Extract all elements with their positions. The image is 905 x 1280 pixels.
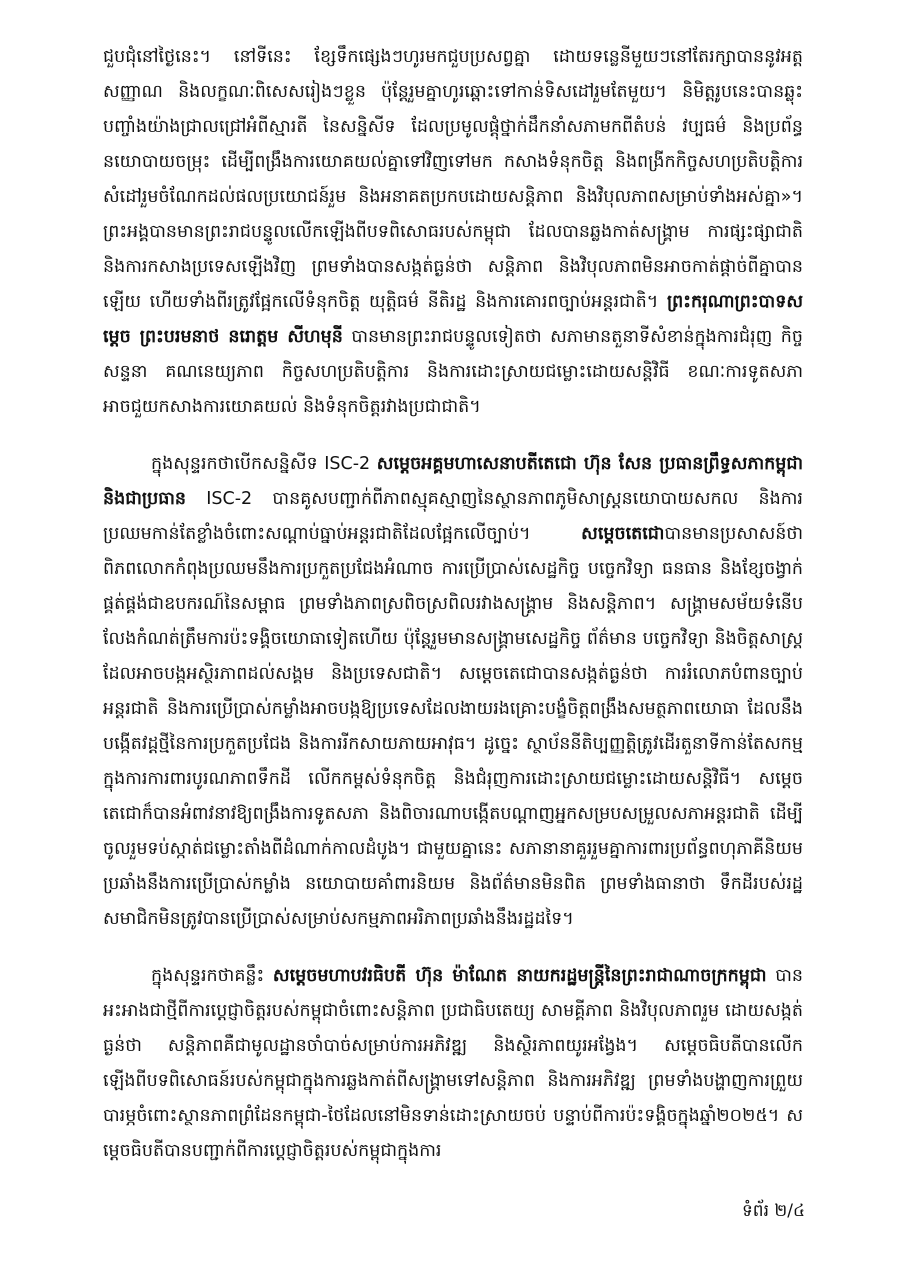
- paragraph-bold-text: សម្តេចមហាបវរធិបតី ហ៊ុន ម៉ាណែត នាយករដ្ឋមន្ត្រីនៃព្រះរាជាណាចក្រកម្ពុជា: [272, 966, 767, 986]
- paragraph-3: [103, 959, 803, 1169]
- paragraph-text: ក្នុងសុន្ទរកថាគន្លឹះ: [151, 966, 273, 986]
- paragraph-text: ក្នុងសុន្ទរកថាបើកសន្និសីទ ISC-2: [151, 454, 377, 474]
- body-text: [103, 40, 803, 1169]
- paragraph-text: ISC-2 បានគូសបញ្ជាក់ពីភាពស្មុគស្មាញនៃស្ថានភាពភូមិសាស្ត្រនយោបាយសកល និងការប្រឈមកាន់តែខ្លាំងចំពោះសណ្តាប់ធ្នាប់អន្តរជាតិដែលផ្អែកលើច្បាប់។: [103, 489, 803, 544]
- paragraph-bold-text: ព្រះករុណាព្រះបាទសម្តេច ព្រះបរមនាថ នរោត្តម សីហមុនី: [103, 292, 803, 347]
- paragraph-bold-text: សម្តេចអគ្គមហាសេនាបតីតេជោ ហ៊ុន សែន ប្រធានព្រឹទ្ធសភាកម្ពុជា និងជាប្រធាន: [103, 454, 803, 509]
- paragraph-2: [103, 447, 803, 937]
- paragraph-text: ជួបជុំនៅថ្ងៃនេះ។ នៅទីនេះ ខ្សែទឹកផ្សេងៗហូរមកជួបប្រសព្វគ្នា ដោយទន្លេនីមួយៗនៅតែរក្សាបាននូវអត្តសញ្ញាណ និងលក្ខណៈពិសេសរៀងៗខ្លួន ប៉ុន្តែរួមគ្នាហូរឆ្ពោះទៅកាន់ទិសដៅរួមតែមួយ។ និមិត្តរូបនេះបានឆ្លុះបញ្ចាំងយ៉ាងជ្រាលជ្រៅអំពីស្មារតី នៃសន្និសីទ ដែលប្រមូលផ្តុំថ្នាក់ដឹកនាំសភាមកពីតំបន់ វប្បធម៌ និងប្រព័ន្ធនយោបាយចម្រុះ ដើម្បីពង្រឹងការយោគយល់គ្នាទៅវិញទៅមក កសាងទំនុកចិត្ត និងពង្រីកកិច្ចសហប្រតិបត្តិការ សំដៅរួមចំណែកដល់ផលប្រយោជន៍រួម និងអនាគតប្រកបដោយសន្តិភាព និងវិបុលភាពសម្រាប់ទាំងអស់គ្នា»។ ព្រះអង្គបានមានព្រះរាជបន្ទូលលើកឡើងពីបទពិសោធរបស់កម្ពុជា ដែលបានឆ្លងកាត់សង្គ្រាម ការផ្សះផ្សាជាតិ និងការកសាងប្រទេសឡើងវិញ ព្រមទាំងបានសង្កត់ធ្ងន់ថា សន្តិភាព និងវិបុលភាពមិនអាចកាត់ផ្តាច់ពីគ្នាបានឡើយ ហើយទាំងពីរត្រូវផ្អែកលើទំនុកចិត្ត យុត្តិធម៌ នីតិរដ្ឋ និងការគោរពច្បាប់អន្តរជាតិ។: [103, 47, 803, 312]
- paragraph-1: [103, 40, 803, 425]
- paragraph-text: បានមានប្រសាសន៍ថា ពិភពលោកកំពុងប្រឈមនឹងការប្រកួតប្រជែងអំណាច ការប្រើប្រាស់សេដ្ឋកិច្ច បច្ចេកវិទ្យា ធនធាន និងខ្សែចង្វាក់ផ្គត់ផ្គង់ជាឧបករណ៍នៃសម្ពាធ ព្រមទាំងភាពស្រពិចស្រពិលរវាងសង្គ្រាម និងសន្តិភាព។ សង្គ្រាមសម័យទំនើបលែងកំណត់ត្រឹមការប៉ះទង្គិចយោធាទៀតហើយ ប៉ុន្តែរួមមានសង្គ្រាមសេដ្ឋកិច្ច ព័ត៌មាន បច្ចេកវិទ្យា និងចិត្តសាស្ត្រ ដែលអាចបង្កអស្ថិរភាពដល់សង្គម និងប្រទេសជាតិ។ សម្តេចតេជោបានសង្កត់ធ្ងន់ថា ការរំលោភបំពានច្បាប់អន្តរជាតិ និងការប្រើប្រាស់កម្លាំងអាចបង្កឱ្យប្រទេសដែលងាយរងគ្រោះបង្ខំចិត្តពង្រឹងសមត្ថភាពយោធា ដែលនឹងបង្កើតវដ្តថ្មីនៃការប្រកួតប្រជែង និងការរីកសាយភាយអាវុធ។ ដូច្នេះ ស្ថាប័ននីតិប្បញ្ញត្តិត្រូវដើរតួនាទីកាន់តែសកម្មក្នុងការការពារបូរណភាពទឹកដី លើកកម្ពស់ទំនុកចិត្ត និងជំរុញការដោះស្រាយជម្លោះដោយសន្តិវិធី។ សម្តេចតេជោក៏បានអំពាវនាវឱ្យពង្រឹងការទូតសភា និងពិចារណាបង្កើតបណ្តាញអ្នកសម្របសម្រួលសភាអន្តរជាតិ ដើម្បីចូលរួមទប់ស្កាត់ជម្លោះតាំងពីដំណាក់កាលដំបូង។ ជាមួយគ្នានេះ សភានានាគួររួមគ្នាការពារប្រព័ន្ធពហុភាគីនិយម ប្រឆាំងនឹងការប្រើប្រាស់កម្លាំង នយោបាយគាំពារនិយម និងព័ត៌មានមិនពិត ព្រមទាំងធានាថា ទឹកដីរបស់រដ្ឋសមាជិកមិនត្រូវបានប្រើប្រាស់សម្រាប់សកម្មភាពអរិភាពប្រឆាំងនឹងរដ្ឋដទៃ។: [103, 524, 803, 929]
- paragraph-text: បានអះអាងជាថ្មីពីការប្តេជ្ញាចិត្តរបស់កម្ពុជាចំពោះសន្តិភាព ប្រជាធិបតេយ្យ សាមគ្គីភាព និងវិបុលភាពរួម ដោយសង្កត់ធ្ងន់ថា សន្តិភាពគឺជាមូលដ្ឋានចាំបាច់សម្រាប់ការអភិវឌ្ឍ និងស្ថិរភាពយូរអង្វែង។ សម្តេចធិបតីបានលើកឡើងពីបទពិសោធន៍របស់កម្ពុជាក្នុងការឆ្លងកាត់ពីសង្គ្រាមទៅសន្តិភាព និងការអភិវឌ្ឍ ព្រមទាំងបង្ហាញការព្រួយបារម្ភចំពោះស្ថានភាពព្រំដែនកម្ពុជា-ថៃដែលនៅមិនទាន់ដោះស្រាយចប់ បន្ទាប់ពីការប៉ះទង្គិចក្នុងឆ្នាំ២០២៥។ សម្តេចធិបតីបានបញ្ជាក់ពីការប្តេជ្ញាចិត្តរបស់កម្ពុជាក្នុងការ: [103, 966, 803, 1161]
- paragraph-text: បានមានព្រះរាជបន្ទូលទៀតថា សភាមានតួនាទីសំខាន់ក្នុងការជំរុញ កិច្ចសន្ទនា គណនេយ្យភាព កិច្ចសហប្រតិបត្តិការ និងការដោះស្រាយជម្លោះដោយសន្តិវិធី ខណៈការទូតសភាអាចជួយកសាងការយោគយល់ និងទំនុកចិត្តរវាងប្រជាជាតិ។: [103, 327, 803, 417]
- page-number: ទំព័រ ២/៤: [741, 1201, 805, 1221]
- paragraph-bold-text: សម្តេចតេជោ: [581, 524, 665, 544]
